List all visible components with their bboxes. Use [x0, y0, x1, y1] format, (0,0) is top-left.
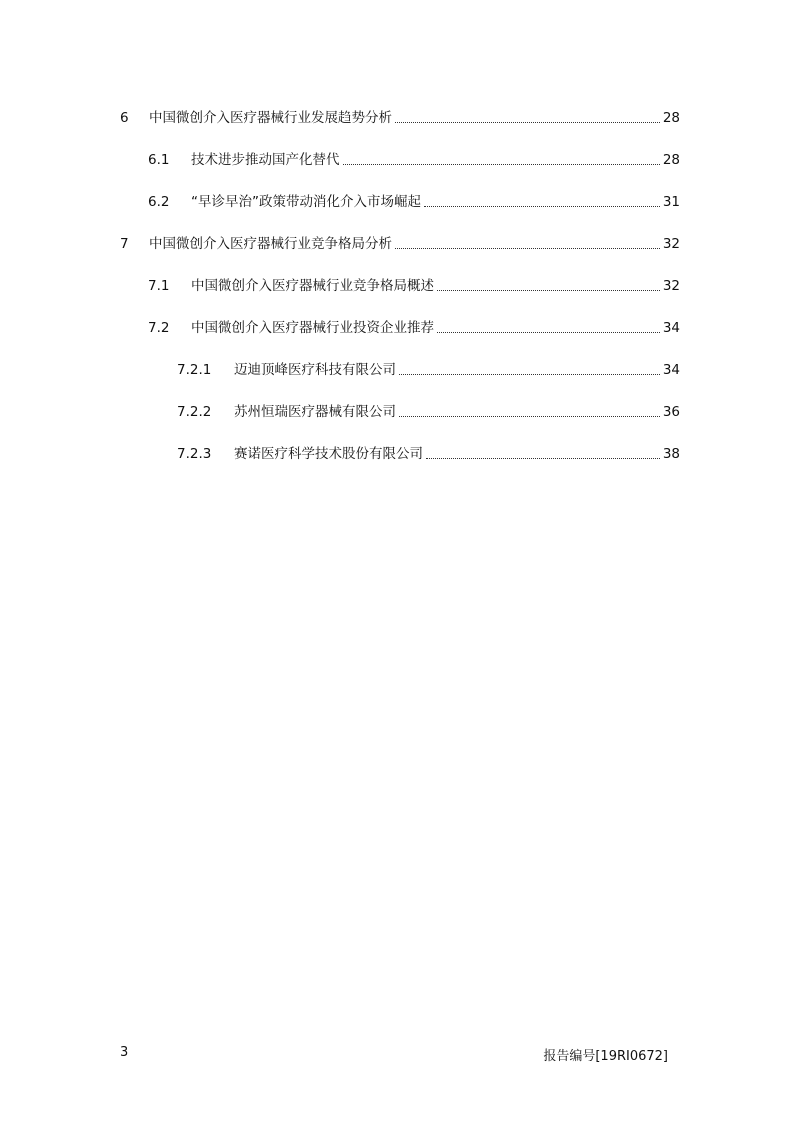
- toc-entry[interactable]: [120, 234, 680, 254]
- toc-entry-number: 7.2.2: [177, 404, 212, 420]
- toc-entry[interactable]: [120, 108, 680, 128]
- toc-entry-number: 6.1: [148, 152, 170, 168]
- footer-report-number: 报告编号[19RI0672]: [543, 1049, 668, 1064]
- toc-entry-number: 7.2.1: [177, 362, 212, 378]
- dot-leader: [424, 206, 660, 207]
- toc-entry[interactable]: [177, 402, 680, 422]
- toc-entry-page: 32: [662, 236, 680, 252]
- toc-entry-number: 7.2.3: [177, 446, 212, 462]
- toc-entry-page: 28: [662, 110, 680, 126]
- dot-leader: [437, 332, 660, 333]
- toc-entry-page: 32: [662, 278, 680, 294]
- toc-entry-title: 迈迪顶峰医疗科技有限公司: [234, 362, 396, 378]
- toc-entry[interactable]: [177, 444, 680, 464]
- toc-entry-page: 31: [662, 194, 680, 210]
- toc-entry-number: 7.2: [148, 320, 170, 336]
- dot-leader: [437, 290, 660, 291]
- toc-entry-title: 技术进步推动国产化替代: [191, 152, 340, 168]
- toc-entry-title: 中国微创介入医疗器械行业投资企业推荐: [191, 320, 434, 336]
- toc-entry[interactable]: [177, 360, 680, 380]
- dot-leader: [426, 458, 660, 459]
- toc-entry-page: 38: [662, 446, 680, 462]
- toc-entry[interactable]: [148, 276, 680, 296]
- dot-leader: [395, 248, 660, 249]
- toc-entry-title: “早诊早治”政策带动消化介入市场崛起: [191, 194, 421, 210]
- toc-entry-title: 赛诺医疗科学技术股份有限公司: [234, 446, 423, 462]
- toc-entry-title: 中国微创介入医疗器械行业竞争格局概述: [191, 278, 434, 294]
- toc-entry-number: 6: [120, 110, 129, 126]
- dot-leader: [343, 164, 660, 165]
- toc-entry-title: 中国微创介入医疗器械行业竞争格局分析: [149, 236, 392, 252]
- toc-entry-number: 7: [120, 236, 129, 252]
- toc-entry-page: 28: [662, 152, 680, 168]
- toc-entry[interactable]: [148, 192, 680, 212]
- toc-entry-page: 34: [662, 320, 680, 336]
- toc-entry-page: 36: [662, 404, 680, 420]
- dot-leader: [395, 122, 660, 123]
- footer-page-number: 3: [120, 1045, 129, 1060]
- dot-leader: [399, 416, 660, 417]
- toc-entry-number: 7.1: [148, 278, 170, 294]
- toc-entry-title: 苏州恒瑞医疗器械有限公司: [234, 404, 396, 420]
- toc-entry-title: 中国微创介入医疗器械行业发展趋势分析: [149, 110, 392, 126]
- toc-entry-page: 34: [662, 362, 680, 378]
- toc-entry-number: 6.2: [148, 194, 170, 210]
- dot-leader: [399, 374, 660, 375]
- toc-entry[interactable]: [148, 318, 680, 338]
- toc-entry[interactable]: [148, 150, 680, 170]
